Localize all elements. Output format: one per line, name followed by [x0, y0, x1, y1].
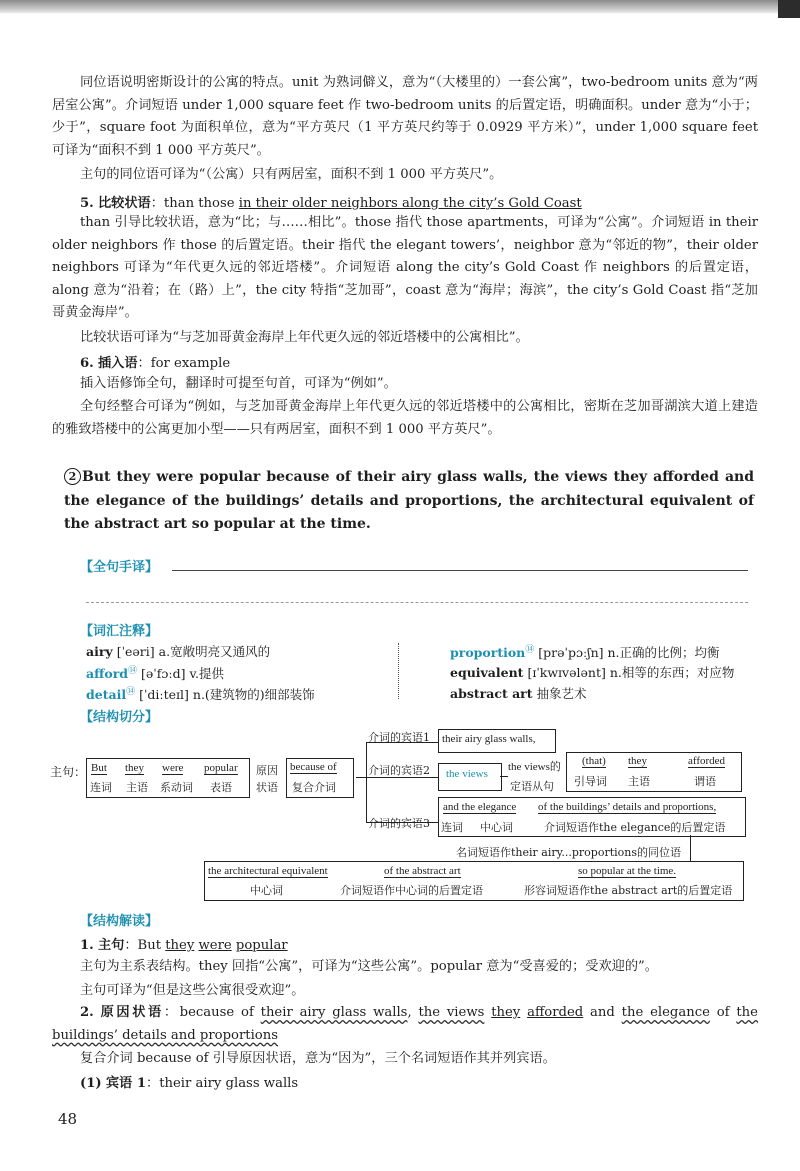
obj3-role-postmod: 介词短语作the elegance的后置定语 — [544, 821, 726, 834]
vocab-def: n.正确的比例；均衡 — [607, 645, 720, 661]
translation-blank-line-2[interactable] — [86, 602, 748, 603]
section-structure-label: 【结构切分】 — [80, 710, 159, 725]
obj1-text: their airy glass walls, — [442, 733, 536, 745]
scan-corner — [778, 0, 800, 18]
vocab-def: v.提供 — [189, 666, 225, 682]
vocab-pron: [ˈeəri] — [116, 644, 155, 659]
heading-title: 原因状语 — [100, 1005, 164, 1020]
vocab-frequency: ⑭ — [525, 645, 535, 655]
paragraph-appositive-explanation: 同位语说明密斯设计的公寓的特点。unit 为熟词僻义，意为“（大楼里的）一套公寓”，two-bedroom units 意为“两居室公寓”。介词短语 under 1,000 square feet 作 two-bedroom units 的后置定语，明确面积。under 意为“小于；少于”，square foot 为面积单位，意为“平方英尺（1 平方英尺约等于 0.0929 平方米）”，under 1,000 square feet 可译为“面积不到 1 000 平方英尺”。 — [52, 75, 758, 158]
main-word-were: were — [162, 762, 184, 774]
vocab-def: n.相等的东西；对应物 — [609, 665, 735, 680]
vocab-frequency: ⑭ — [126, 687, 136, 697]
heading-number: 6. — [80, 356, 94, 371]
heading-title: 比较状语 — [97, 196, 151, 211]
vocab-word: detail — [86, 687, 127, 703]
paragraph-comparative-translation: 比较状语可译为“与芝加哥黄金海岸上年代更久远的邻近塔楼中的公寓相比”。 — [80, 330, 529, 345]
paragraph-main-clause-translation: 主句可译为“但是这些公寓很受欢迎”。 — [80, 983, 305, 998]
vocab-pron: [ˈdiːteɪl] — [139, 687, 189, 703]
appos-of-role: 介词短语作中心词的后置定语 — [340, 884, 483, 897]
underlined-word: were — [198, 938, 232, 953]
vocab-word: airy — [86, 644, 113, 659]
clause-word-they: they — [628, 755, 647, 767]
vocab-pron: [əˈfɔːd] — [141, 666, 186, 682]
appos-note: 名词短语作their airy...proportions的同位语 — [456, 846, 681, 859]
heading-parenthesis — [80, 352, 230, 371]
appos-adj-role: 形容词短语作the abstract art的后置定语 — [524, 884, 733, 897]
paragraph-main-clause-explanation: 主句为主系表结构。they 回指“公寓”，可译为“这些公寓”。popular 意为“受喜爱的；受欢迎的”。 — [80, 959, 658, 974]
heading-object-1 — [80, 1072, 298, 1091]
because-of-role: 复合介词 — [292, 781, 336, 794]
scan-top-edge — [0, 0, 800, 14]
heading-colon: ： — [150, 196, 164, 211]
heading-number: 2. — [80, 1005, 94, 1020]
paragraph-appositive-translation: 主句的同位语可译为“（公寓）只有两居室，面积不到 1 000 平方英尺”。 — [80, 167, 503, 182]
heading-phrase-b: in their older neighbors along the city’s Gold Coast — [238, 196, 582, 211]
vocab-entry-airy — [86, 642, 270, 660]
because-of-text: because of — [290, 761, 337, 773]
vocab-def: n.(建筑物的)细部装饰 — [192, 687, 315, 703]
sentence-text: But they were popular because of their airy glass walls, the views they afforded and the elegance of the buildings’ details and proportions, the architectural equivalent of the abstract art so popular at the time. — [64, 469, 754, 532]
of-text: of — [709, 1005, 737, 1020]
clause-role-predicate: 谓语 — [694, 775, 716, 788]
and-text: and — [583, 1005, 622, 1020]
wavy-phrase: the views — [418, 1005, 485, 1020]
connector-appos-up — [690, 835, 691, 861]
obj3-role-head: 中心词 — [480, 821, 513, 834]
section-analysis-label: 【结构解读】 — [80, 914, 159, 929]
heading-number: 1. — [80, 938, 94, 953]
heading-title: 宾语 1 — [105, 1076, 147, 1091]
clause-role-subject: 主语 — [628, 775, 650, 788]
views-of-role: 定语从句 — [510, 780, 554, 793]
paragraph-reason-explanation: 复合介词 because of 引导原因状语，意为“因为”，三个名词短语作其并列宾语。 — [80, 1051, 556, 1066]
heading-number: 5. — [80, 196, 94, 211]
vocab-def: a.宽敞明亮又通风的 — [158, 644, 271, 659]
appos-adj-text: so popular at the time. — [578, 865, 677, 877]
heading-title: 插入语 — [97, 356, 138, 371]
clause-word-that: (that) — [582, 755, 606, 767]
underlined-word: popular — [235, 938, 288, 953]
vocab-def: 抽象艺术 — [536, 686, 587, 701]
obj3-role-conj: 连词 — [441, 821, 463, 834]
underlined-word: afforded — [527, 1005, 584, 1020]
obj3-head-text: and the elegance — [443, 801, 517, 813]
obj2-label: 介词的宾语2 — [368, 764, 430, 777]
heading-text: ：their airy glass walls — [146, 1076, 299, 1091]
heading-title: 主句 — [97, 938, 125, 953]
example-sentence — [64, 466, 754, 537]
vocab-entry-equivalent — [450, 663, 734, 681]
heading-comparative-adverbial — [80, 192, 582, 211]
obj2-text: the views — [446, 768, 488, 780]
vocab-entry-proportion — [450, 642, 720, 661]
vocab-entry-abstract-art — [450, 684, 587, 702]
heading-text: ：But — [124, 938, 166, 953]
vocab-word: afford — [86, 666, 129, 682]
section-translate-label: 【全句手译】 — [80, 560, 159, 575]
vocab-column-divider — [398, 643, 407, 699]
page-number: 48 — [58, 1110, 78, 1128]
obj3-of-text: of the buildings’ details and proportions, — [538, 801, 717, 813]
wavy-phrase: the elegance — [621, 1005, 710, 1020]
main-word-popular: popular — [204, 762, 238, 774]
wavy-phrase: their airy glass walls — [260, 1005, 408, 1020]
vocab-pron: [ɪˈkwɪvələnt] — [527, 665, 606, 680]
obj1-label: 介词的宾语1 — [368, 731, 430, 744]
heading-number: (1) — [80, 1076, 102, 1091]
underlined-word: they — [491, 1005, 521, 1020]
underlined-word: they — [165, 938, 195, 953]
clause-word-afforded: afforded — [688, 755, 726, 767]
vocab-word: equivalent — [450, 665, 524, 680]
heading-text: ：because of — [163, 1005, 261, 1020]
obj3-label: 介词的宾语3 — [368, 817, 430, 830]
heading-main-clause — [80, 934, 288, 953]
connector-clause — [500, 776, 508, 777]
appos-of-text: of the abstract art — [384, 865, 461, 877]
views-of-label: the views的 — [508, 761, 561, 773]
paragraph-comparative-explanation: than 引导比较状语，意为“比；与……相比”。those 指代 those apartments，可译为“公寓”。介词短语 in their older neighbors 作 those 的后置定语。their 指代 the elegant towers’，neighbor 意为“邻近的物”，their older neighbors 可译为“年代更久远的邻近塔楼”。介词短语 along the city’s Gold Coast 作 neighbors 的后置定语，along 意为“沿着；在（路）上”，the city 特指“芝加哥”，coast 意为“海岸；海滨”，the city’s Gold Coast 指“芝加哥黄金海岸”。 — [52, 215, 758, 321]
main-role-conj: 连词 — [90, 781, 112, 794]
clause-role-introducer: 引导词 — [574, 775, 607, 788]
main-clause-label: 主句： — [50, 765, 87, 779]
main-role-predicative: 表语 — [210, 781, 232, 794]
paragraph-full-translation: 全句经整合可译为“例如，与芝加哥黄金海岸上年代更久远的邻近塔楼中的公寓相比，密斯在芝加哥湖滨大道上建造的雅致塔楼中的公寓更加小型——只有两居室，面积不到 1 000 平方英尺”。 — [52, 399, 758, 437]
connector-main — [356, 777, 366, 778]
vocab-word: proportion — [450, 645, 526, 661]
main-word-but: But — [91, 762, 107, 774]
section-vocab-label: 【词汇注释】 — [80, 624, 159, 639]
heading-text: ：for example — [137, 356, 231, 371]
appos-head-text: the architectural equivalent — [208, 865, 328, 877]
connector-trunk — [366, 742, 367, 822]
vocab-word: abstract art — [450, 686, 533, 701]
translation-blank-line-1[interactable] — [172, 570, 748, 571]
main-word-they: they — [125, 762, 144, 774]
heading-phrase-a: than those — [163, 196, 239, 211]
paragraph-parenthesis-explanation: 插入语修饰全句，翻译时可提至句首，可译为“例如”。 — [80, 376, 397, 391]
appos-head-role: 中心词 — [250, 884, 283, 897]
main-role-subject: 主语 — [126, 781, 148, 794]
main-role-linkverb: 系动词 — [160, 781, 193, 794]
vocab-pron: [prəˈpɔːʃn] — [538, 645, 604, 661]
reason-label: 原因状语 — [256, 764, 278, 794]
sentence-number: 2 — [64, 468, 81, 485]
vocab-entry-afford — [86, 663, 224, 682]
comma: , — [407, 1005, 419, 1020]
vocab-entry-detail — [86, 684, 315, 703]
wavy-phrase: the buildings’ details and proportions — [52, 1005, 758, 1043]
vocab-frequency: ⑭ — [128, 666, 138, 676]
heading-reason-adverbial — [52, 1002, 758, 1047]
